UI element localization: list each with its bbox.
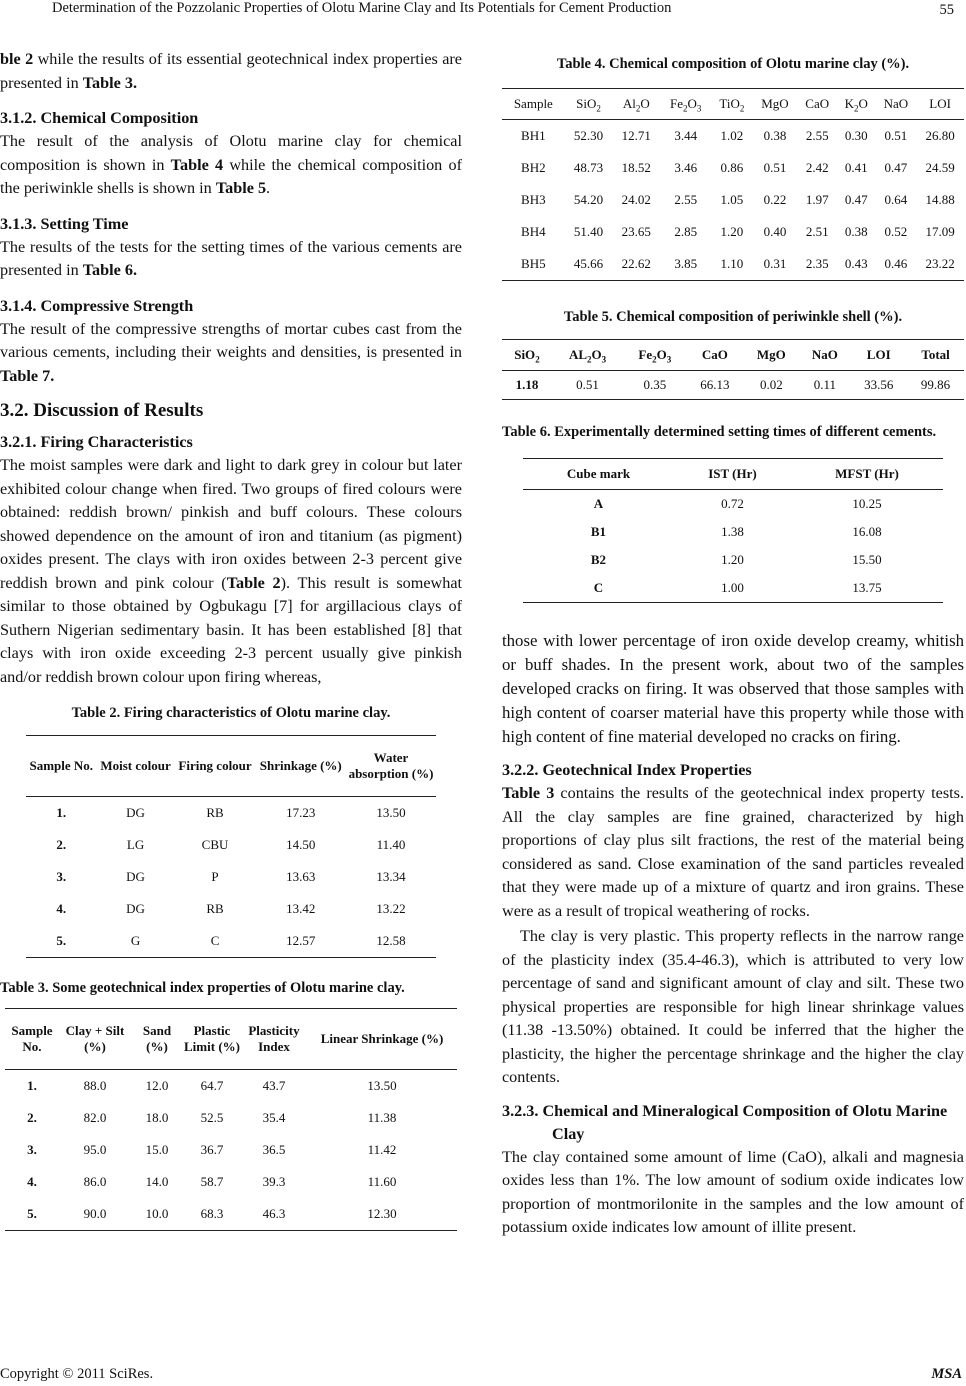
table-row: [5, 1102, 457, 1134]
table-cell: 0.51: [884, 128, 908, 143]
paragraph-firing: The moist samples were dark and light to dark grey in colour but later exhibited colour change when fired. Two groups of fired colours were obtained: reddish brown/ pinkish and buff colours. These colours showed dependence on the amount of iron and titanium (as pigment) oxides present. The clays with iron oxides between 2-3 percent give reddish brown and pink colour (Table 2). This result is somewhat similar to those obtained by Ogbukagu [7] for argillacious clays of Suthern Nigerian sedimentary basin. It has been established [8] that clays with iron oxide exceeding 2-3 percent usually give pinkish and/or reddish brown colour upon firing whereas,: [0, 456, 463, 686]
table-cell: 10.25: [852, 496, 882, 511]
table5-header-cell: LOI: [866, 347, 891, 362]
table-cell: 0.47: [844, 192, 868, 207]
table-cell: 13.75: [852, 580, 882, 595]
table-cell: DG: [126, 869, 145, 884]
table-cell: 12.58: [376, 933, 406, 948]
paragraph-setting-time: The results of the tests for the setting times of the various cements are presented in Table 6.: [0, 237, 462, 279]
table-cell: 12.0: [145, 1078, 169, 1093]
table-cell: 68.3: [200, 1206, 224, 1221]
table-cell: 24.59: [925, 160, 955, 175]
table-cell: BH2: [521, 160, 546, 175]
paragraph-plasticity: The clay is very plastic. This property reflects in the narrow range of the plasticity index (35.4-46.3), which is attributed to very low percentage of sand and significant amount of clay and silt. These two physical properties are responsible for high linear shrinkage values (11.38 -13.50%) obtained. It could be inferred that the higher the plasticity, the higher the percentage shrinkage and the higher the clay contents.: [502, 927, 964, 1086]
table5-cell: 0.11: [813, 377, 836, 392]
table-cell: 95.0: [83, 1142, 107, 1157]
table-cell: 13.34: [376, 869, 406, 884]
table-cell: 0.86: [720, 160, 744, 175]
heading-mineralogical-composition: 3.2.3. Chemical and Mineralogical Composition of Olotu Marine Clay: [502, 1101, 948, 1143]
table-setting-times: [523, 458, 943, 603]
table4-header-cell: TiO$_2$: [719, 96, 745, 114]
table-cell: 0.64: [884, 192, 908, 207]
table-cell: 0.30: [844, 128, 868, 143]
table-cell: DG: [126, 805, 145, 820]
table-cell: 15.50: [852, 552, 882, 567]
table-cell: 48.73: [573, 160, 604, 175]
table3-header-cell: Clay + Silt (%): [65, 1023, 125, 1054]
table-cell: 11.42: [367, 1142, 397, 1157]
table-cell: 2.55: [674, 192, 698, 207]
table-periwinkle-composition: [502, 339, 964, 400]
table-cell: C: [593, 580, 604, 595]
table-cell: RB: [206, 901, 224, 916]
table6-body: [523, 490, 943, 603]
table-cell: 13.22: [376, 901, 406, 916]
table-cell: 13.42: [286, 901, 316, 916]
table-cell: 12.57: [286, 933, 316, 948]
table-cell: BH4: [521, 224, 546, 239]
table-cell: 1.: [27, 1078, 37, 1093]
table-cell: RB: [206, 805, 224, 820]
table-cell: 3.46: [674, 160, 698, 175]
table-cell: 35.4: [262, 1110, 286, 1125]
table-cell: 88.0: [83, 1078, 107, 1093]
table-cell: 0.47: [884, 160, 908, 175]
table-cell: 2.: [27, 1110, 37, 1125]
table-cell: 2.51: [805, 224, 829, 239]
table-cell: 5.: [56, 933, 67, 948]
table-cell: 18.52: [621, 160, 651, 175]
table-cell: 52.30: [573, 128, 604, 143]
table4-header-cell: Sample: [513, 96, 553, 111]
table5-header-cell: Total: [921, 347, 950, 362]
table5-header-cell: CaO: [701, 347, 728, 362]
running-header: [0, 0, 966, 26]
table4-caption: Table 4. Chemical composition of Olotu marine clay (%).: [556, 56, 910, 72]
table5-header-cell: MgO: [756, 347, 786, 362]
table-cell: 3.44: [674, 128, 698, 143]
table-cell: 15.0: [145, 1142, 169, 1157]
table-cell: B2: [590, 552, 607, 567]
table2-header-cell: Water absorption (%): [348, 750, 434, 781]
table2-header-cell: Shrinkage (%): [259, 758, 342, 773]
table-cell: 24.02: [621, 192, 651, 207]
table-row: [502, 248, 964, 281]
table-cell: 51.40: [573, 224, 604, 239]
table5-cell: 0.35: [643, 377, 667, 392]
table-cell: 0.40: [763, 224, 787, 239]
table4-header-cell: $Al_2O$: [622, 96, 650, 114]
paragraph-compressive-strength: The result of the compressive strengths of mortar cubes cast from the various cements, including their weights and densities, is presented in Table 7.: [0, 319, 462, 385]
table6-header-cell: MFST (Hr): [835, 466, 899, 481]
table2-caption: Table 2. Firing characteristics of Olotu marine clay.: [71, 705, 391, 721]
journal-name: MSA: [931, 1366, 962, 1382]
table-cell: 54.20: [573, 192, 604, 207]
table5-header-cell: NaO: [811, 347, 838, 362]
table-cell: 2.42: [805, 160, 829, 175]
table-row: [26, 925, 436, 958]
table-cell: B1: [590, 524, 607, 539]
heading-chemical-composition: 3.1.2. Chemical Composition: [0, 109, 199, 127]
paragraph-chemical-composition: The result of the analysis of Olotu marine clay for chemical composition is shown in Table 4 while the chemical composition of the periwinkle shells is shown in Table 5.: [0, 132, 462, 197]
table4-header-cell: MgO: [761, 96, 789, 111]
table4-header-cell: SiO$_2$: [576, 96, 601, 114]
table-cell: 0.51: [763, 160, 787, 175]
table2-header-cell: Firing colour: [178, 758, 252, 773]
table-cell: BH1: [521, 128, 546, 143]
table-cell: 3.: [56, 869, 67, 884]
table4-header-cell: NaO: [883, 96, 909, 111]
table-cell: 16.08: [852, 524, 882, 539]
table-cell: A: [593, 496, 604, 511]
heading-geotechnical-index: 3.2.2. Geotechnical Index Properties: [502, 761, 752, 779]
table-cell: 1.20: [721, 552, 744, 567]
table-cell: 1.: [56, 805, 67, 820]
table-cell: 11.60: [367, 1174, 397, 1189]
table6-header-cell: Cube mark: [566, 466, 631, 481]
table-row: [5, 1166, 457, 1198]
table-cell: 18.0: [145, 1110, 169, 1125]
table-cell: 23.22: [925, 256, 955, 271]
table-row: [26, 893, 436, 925]
table4-header-cell: $K_2O$: [844, 96, 868, 114]
table5-cell: 66.13: [700, 377, 730, 392]
table3-header-cell: Plastic Limit (%): [184, 1023, 240, 1054]
table-cell: 36.7: [200, 1142, 224, 1157]
table-cell: 17.23: [286, 805, 316, 820]
table-cell: 52.5: [200, 1110, 224, 1125]
table-cell: 0.38: [844, 224, 868, 239]
left-column: [0, 48, 462, 1231]
table5-cell: 33.56: [864, 377, 894, 392]
table-cell: 45.66: [573, 256, 604, 271]
table-cell: 36.5: [262, 1142, 286, 1157]
table-row: [26, 829, 436, 861]
table-row: [26, 797, 436, 830]
table-cell: 14.50: [286, 837, 316, 852]
table-cell: 23.65: [621, 224, 651, 239]
table-cell: G: [130, 933, 141, 948]
table-cell: 90.0: [83, 1206, 107, 1221]
table-cell: P: [211, 869, 219, 884]
table3-header-cell: Plasticity Index: [248, 1023, 300, 1054]
table-cell: 2.85: [674, 224, 698, 239]
paragraph-intro: ble 2 while the results of its essential geotechnical index properties are presented in Table 3.: [0, 50, 462, 92]
table-cell: 39.3: [262, 1174, 286, 1189]
table2-header-cell: Sample No.: [29, 758, 94, 773]
table-cell: CBU: [201, 837, 229, 852]
table-row: [523, 490, 943, 519]
table-cell: 1.00: [721, 580, 744, 595]
table3-body: [5, 1070, 457, 1231]
table-row: [523, 546, 943, 574]
table4-header-cell: LOI: [929, 96, 951, 111]
table3-header-cell: Sample No.: [11, 1023, 53, 1054]
table4-header-cell: $Fe_2O_3$: [670, 96, 702, 114]
table-cell: 22.62: [621, 256, 651, 271]
table-row: [502, 152, 964, 184]
table3-header-cell: Linear Shrinkage (%): [320, 1031, 444, 1046]
table5-cell: 1.18: [515, 377, 539, 392]
table-cell: 58.7: [200, 1174, 224, 1189]
paragraph-lime: The clay contained some amount of lime (CaO), alkali and magnesia oxides less than 1%. The low amount of sodium oxide indicates low proportion of montmorilonite in the samples and the low amount of potassium oxide indicates low amount of illite present.: [502, 1147, 964, 1236]
table-row: [502, 216, 964, 248]
table4-header-cell: CaO: [805, 96, 830, 111]
table-cell: 0.22: [763, 192, 787, 207]
table5-cell: 0.02: [759, 377, 783, 392]
table-chemical-composition-clay: [502, 88, 964, 281]
table4-body: [502, 120, 964, 281]
table-row: [502, 120, 964, 153]
table5-cell: 0.51: [576, 377, 599, 392]
heading-setting-time: 3.1.3. Setting Time: [0, 214, 129, 233]
right-column: [502, 54, 964, 1240]
table-cell: 0.72: [721, 496, 744, 511]
table-cell: 2.55: [805, 128, 829, 143]
table-cell: 1.05: [720, 192, 744, 207]
table-geotechnical-properties: [5, 1008, 457, 1231]
table-cell: 10.0: [145, 1206, 169, 1221]
table-cell: 46.3: [262, 1206, 286, 1221]
table-cell: 4.: [27, 1174, 37, 1189]
table-cell: 64.7: [200, 1078, 224, 1093]
table-cell: BH3: [521, 192, 546, 207]
table2-header-cell: Moist colour: [100, 758, 171, 773]
table-row: [5, 1070, 457, 1103]
table-row: [26, 861, 436, 893]
table-row: [523, 574, 943, 603]
table-cell: 0.52: [884, 224, 908, 239]
table-cell: 26.80: [925, 128, 955, 143]
table-cell: 0.46: [884, 256, 908, 271]
table5-header-cell: SiO$_2$: [514, 347, 540, 365]
table-cell: 17.09: [925, 224, 955, 239]
table-row: [5, 1198, 457, 1231]
table3-caption: Table 3. Some geotechnical index properties of Olotu marine clay.: [0, 980, 405, 996]
table5-cell: 99.86: [920, 377, 951, 392]
page-number: 55: [939, 2, 954, 18]
table-cell: 13.50: [367, 1078, 397, 1093]
table5-caption: Table 5. Chemical composition of periwinkle shell (%).: [563, 309, 903, 325]
heading-compressive-strength: 3.1.4. Compressive Strength: [0, 296, 194, 315]
heading-firing-characteristics: 3.2.1. Firing Characteristics: [0, 433, 193, 451]
table-cell: 82.0: [83, 1110, 107, 1125]
table-cell: 0.38: [763, 128, 787, 143]
table-cell: 11.38: [367, 1110, 397, 1125]
table-cell: 0.43: [844, 256, 868, 271]
table-cell: 14.88: [925, 192, 955, 207]
table-cell: LG: [126, 837, 145, 852]
table-row: [502, 371, 964, 400]
table2-body: [26, 797, 436, 958]
table-cell: 2.: [56, 837, 67, 852]
table-cell: 12.71: [621, 128, 651, 143]
table-cell: 3.85: [674, 256, 698, 271]
table3-header-cell: Sand (%): [142, 1023, 172, 1054]
table-cell: 0.31: [763, 256, 787, 271]
table-cell: 13.50: [376, 805, 406, 820]
table-firing-characteristics: [26, 735, 436, 958]
table-cell: C: [210, 933, 220, 948]
table-cell: BH5: [521, 256, 546, 271]
table-cell: 43.7: [262, 1078, 286, 1093]
table5-header-cell: $AL_2O_3$: [568, 347, 607, 365]
table-cell: 4.: [56, 901, 67, 916]
table-cell: 1.20: [720, 224, 744, 239]
table-cell: 0.41: [844, 160, 868, 175]
table-cell: 86.0: [83, 1174, 107, 1189]
table6-header-cell: IST (Hr): [708, 466, 757, 481]
paragraph-geotechnical: Table 3 contains the results of the geotechnical index property tests. All the clay samples are fine grained, characterized by high proportions of clay plus silt fractions, the rest of the material being considered as sand. Close examination of the sand particles revealed that they were made up of a mixture of quartz and iron grains. These were as a result of tropical weathering of rocks.: [502, 784, 964, 920]
running-title: Determination of the Pozzolanic Properties of Olotu Marine Clay and Its Potentials for Cement Production: [52, 0, 672, 16]
heading-discussion: 3.2. Discussion of Results: [0, 400, 204, 421]
table-cell: 3.: [27, 1142, 37, 1157]
table-cell: 13.63: [286, 869, 316, 884]
paragraph-iron-oxide: those with lower percentage of iron oxide develop creamy, whitish or buff shades. In the present work, about two of the samples developed cracks on firing. It was observed that those samples with high content of coarser material have this property while those with high content of fine material developed no cracks on firing.: [502, 631, 964, 746]
table-cell: 1.10: [720, 256, 744, 271]
table-row: [5, 1134, 457, 1166]
table6-caption: Table 6. Experimentally determined setting times of different cements.: [502, 424, 937, 440]
table-cell: 1.38: [721, 524, 744, 539]
table-cell: DG: [126, 901, 145, 916]
table-cell: 14.0: [145, 1174, 169, 1189]
table-cell: 11.40: [376, 837, 406, 852]
table-cell: 2.35: [805, 256, 829, 271]
table-cell: 1.02: [720, 128, 744, 143]
copyright: Copyright © 2011 SciRes.: [0, 1366, 154, 1382]
table-cell: 12.30: [367, 1206, 397, 1221]
table-row: [523, 518, 943, 546]
table-cell: 5.: [27, 1206, 37, 1221]
table-cell: 1.97: [805, 192, 829, 207]
table-row: [502, 184, 964, 216]
table5-header-cell: $Fe_2O_3$: [638, 347, 672, 365]
